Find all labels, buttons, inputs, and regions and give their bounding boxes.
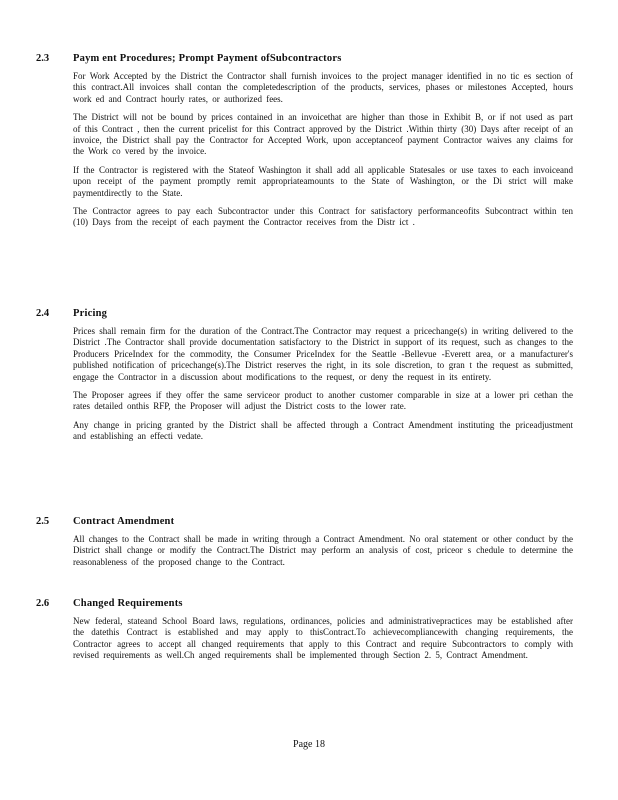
section-body — [73, 616, 573, 669]
paragraph: The Contractor agrees to pay each Subcontractor under this Contract for satisfactory performanceofits Subcontract within ten (10) Days from the receipt of each payment the Contractor receives from the Distr ict . — [73, 206, 573, 228]
paragraph: New federal, stateand School Board laws, regulations, ordinances, policies and administrativepractices may be established after the datethis Contract is established and may apply to thisContract.To achievecompliancewith changing requirements, the Contractor agrees to accept all changed requirements that apply to this Contract and require Subcontractors to comply with revised requirements as well.Ch anged requirements shall be implemented through Section 2. 5, Contract Amendment. — [73, 616, 573, 661]
paragraph: For Work Accepted by the District the Contractor shall furnish invoices to the project manager identified in no tic es section of this contract.All invoices shall contan the completedescription of the products, services, phases or milestones Accepted, hours work ed and Contract hourly rates, or authorized fees. — [73, 71, 573, 104]
section-number: 2.5 — [36, 516, 50, 527]
section-body — [73, 71, 573, 236]
section-body — [73, 534, 573, 575]
page-number: Page 18 — [293, 739, 325, 750]
paragraph: The Proposer agrees if they offer the same serviceor product to another customer comparable in size at a lower pri cethan the rates detailed onthis RFP, the Proposer will adjust the District costs to the lower rate. — [73, 390, 573, 412]
section-title: Changed Requirements — [73, 598, 183, 609]
section-number: 2.4 — [36, 308, 50, 319]
paragraph: The District will not be bound by prices contained in an invoicethat are higher than those in Exhibit B, or if not used as part of this Contract , then the current pricelist for this Contract approved by the District .Within thirty (30) Days after receipt of an invoice, the District shall pay the Contractor for Accepted Work, upon acceptanceof payment Contractor waives any claims for the Work co vered by the invoice. — [73, 112, 574, 157]
section-body — [73, 326, 573, 450]
section-title: Pricing — [73, 308, 108, 319]
paragraph: Any change in pricing granted by the District shall be affected through a Contract Amendment instituting the priceadjustment and establishing an effecti vedate. — [73, 419, 573, 442]
section-number: 2.6 — [36, 598, 50, 609]
section-number: 2.3 — [36, 53, 50, 64]
section-title: Paym ent Procedures; Prompt Payment ofSubcontractors — [73, 53, 342, 64]
paragraph: Prices shall remain firm for the duration of the Contract.The Contractor may request a pricechange(s) in writing delivered to the District .The Contractor shall provide documentation satisfactory to the District in support of its request, such as changes to the Producers PriceIndex for the commodity, the Consumer PriceIndex for the Seattle -Bellevue -Everett area, or a manufacturer's published notification of pricechange(s).The District reserves the right, in its sole discretion, to gran t the request as submitted, engage the Contractor in a discussion about modifications to the request, or deny the request in its entirety. — [73, 326, 573, 382]
paragraph: If the Contractor is registered with the Stateof Washington it shall add all applicable Statesales or use taxes to each invoiceand upon receipt of the payment promptly remit appropriateamounts to the State of Washington, or the Di strict will make paymentdirectly to the State. — [73, 164, 573, 198]
paragraph: All changes to the Contract shall be made in writing through a Contract Amendment. No oral statement or other conduct by the District shall change or modify the Contract.The District may perform an analysis of cost, priceor s chedule to determine the reasonableness of the proposed change to the Contract. — [73, 534, 573, 567]
section-title: Contract Amendment — [73, 516, 175, 527]
